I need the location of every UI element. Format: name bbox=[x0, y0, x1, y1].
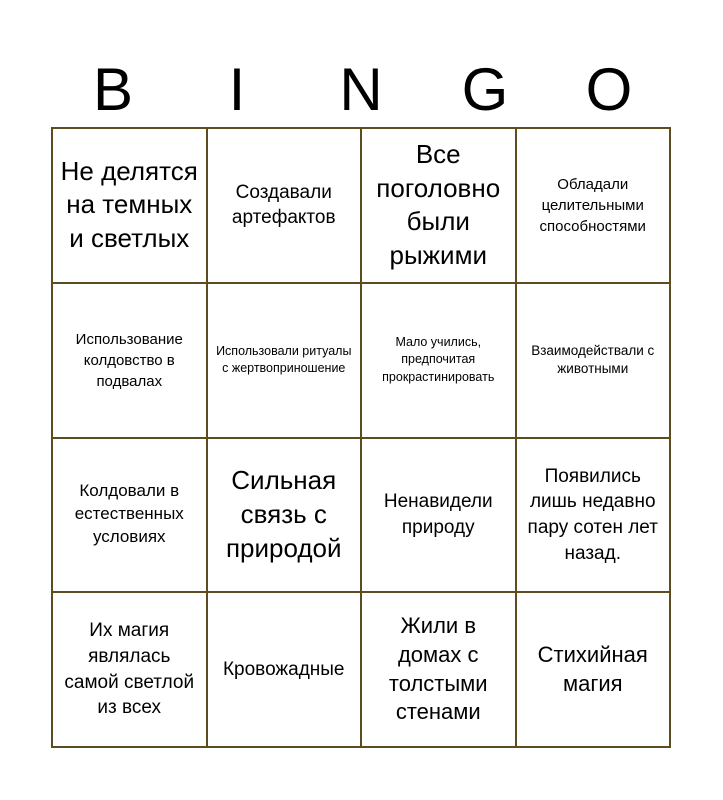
cell-text: Не делятся на темных и светлых bbox=[60, 155, 198, 254]
cell-text: Жили в домах с толстыми стенами bbox=[388, 613, 488, 725]
bingo-header bbox=[51, 52, 671, 128]
bingo-cell[interactable] bbox=[208, 129, 363, 284]
bingo-cell[interactable] bbox=[517, 129, 672, 284]
header-letter-g: G bbox=[461, 56, 509, 123]
bingo-cell[interactable] bbox=[208, 593, 363, 748]
header-letter-i: I bbox=[228, 56, 246, 123]
cell-text: Их магия являлась самой светлой из всех bbox=[64, 620, 195, 719]
cell-text: Обладали целительными способностями bbox=[539, 175, 646, 235]
bingo-cell[interactable] bbox=[208, 284, 363, 439]
bingo-cell[interactable] bbox=[53, 439, 208, 594]
cell-text: Кровожадные bbox=[222, 658, 345, 680]
cell-text: Создавали артефактов bbox=[231, 181, 336, 229]
bingo-cell[interactable] bbox=[362, 284, 517, 439]
bingo-cell[interactable] bbox=[517, 284, 672, 439]
bingo-cell[interactable] bbox=[362, 593, 517, 748]
bingo-cell[interactable] bbox=[53, 593, 208, 748]
header-letter-o: O bbox=[585, 56, 633, 123]
bingo-cell[interactable] bbox=[53, 284, 208, 439]
cell-text: Взаимодействали с животными bbox=[531, 342, 655, 377]
header-letter-b: B bbox=[92, 56, 134, 123]
header-letter-n: N bbox=[339, 56, 383, 123]
bingo-cell[interactable] bbox=[362, 129, 517, 284]
bingo-cell[interactable] bbox=[362, 439, 517, 594]
cell-text: Использовали ритуалы с жертвоприношение bbox=[216, 343, 352, 376]
cell-text: Стихийная магия bbox=[537, 642, 648, 696]
cell-text: Сильная связь с природой bbox=[225, 465, 342, 563]
cell-text: Колдовали в естественных условиях bbox=[74, 481, 184, 547]
bingo-cell[interactable] bbox=[517, 593, 672, 748]
bingo-cell[interactable] bbox=[208, 439, 363, 594]
bingo-cell[interactable] bbox=[53, 129, 208, 284]
cell-text: Мало учились, предпочитая прокрастинировать bbox=[382, 334, 495, 384]
bingo-cell[interactable] bbox=[517, 439, 672, 594]
bingo-board bbox=[51, 127, 671, 748]
cell-text: Все поголовно были рыжими bbox=[376, 138, 501, 271]
cell-text: Использование колдовство в подвалах bbox=[75, 330, 183, 390]
cell-text: Появились лишь недавно пару сотен лет назад. bbox=[527, 465, 658, 564]
cell-text: Ненавидели природу bbox=[383, 491, 493, 538]
